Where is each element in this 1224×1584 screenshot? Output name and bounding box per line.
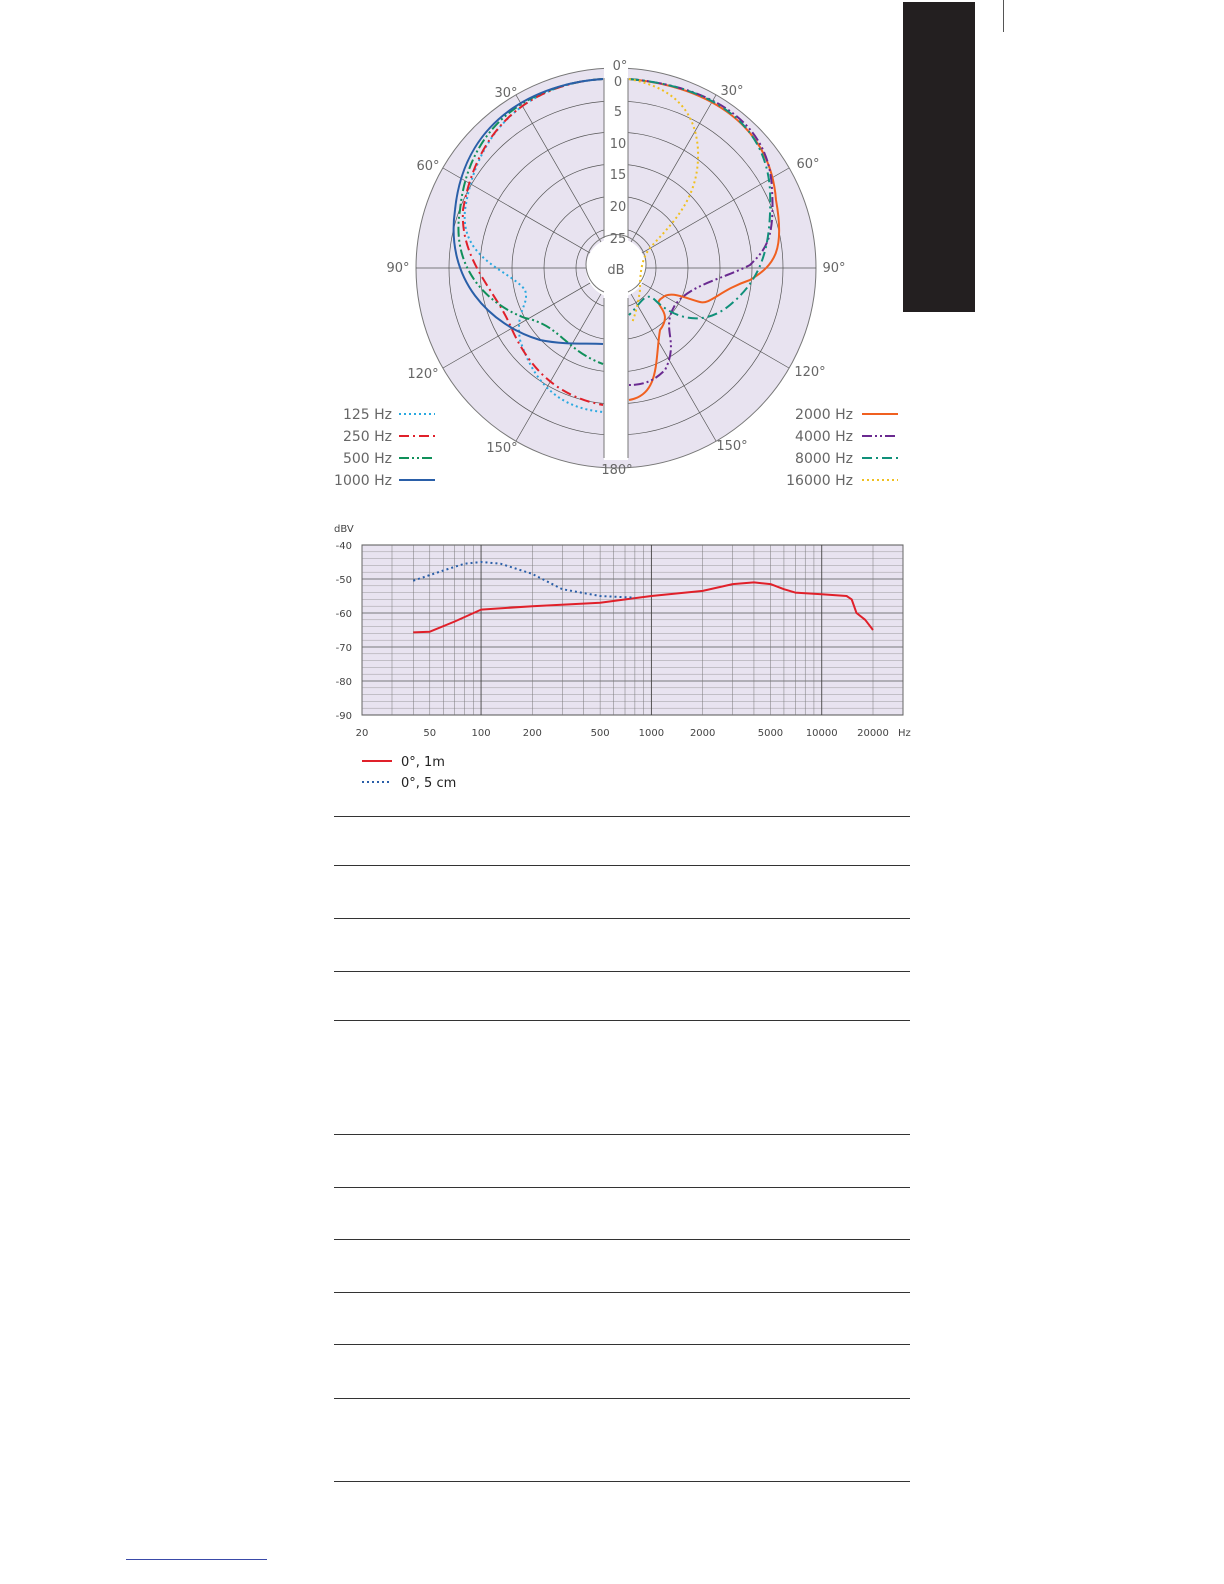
db-tick: 20: [609, 200, 627, 215]
section-rule: [334, 1239, 910, 1240]
legend-label-4000hz: 4000 Hz: [795, 429, 853, 445]
db-unit-label: dB: [607, 263, 625, 278]
frequency-response-chart: [300, 515, 920, 800]
angle-label-150-left: 150°: [486, 441, 518, 456]
angle-label-60-right: 60°: [796, 157, 820, 172]
x-tick-label: 5000: [757, 728, 784, 739]
legend-label-125hz: 125 Hz: [342, 407, 392, 423]
db-tick: 10: [609, 137, 627, 152]
legend-label-0: 0°, 1m: [401, 755, 445, 770]
y-axis-label: dBV: [334, 524, 354, 535]
legend-label-1: 0°, 5 cm: [401, 776, 457, 791]
angle-label-60-left: 60°: [416, 159, 440, 174]
y-tick-label: -50: [335, 575, 352, 586]
legend-label-250hz: 250 Hz: [342, 429, 392, 445]
section-rule: [334, 1344, 910, 1345]
angle-label-90-right: 90°: [822, 261, 846, 276]
legend-label-2000hz: 2000 Hz: [795, 407, 853, 423]
x-tick-label: 100: [471, 728, 491, 739]
legend-label-16000hz: 16000 Hz: [786, 473, 853, 489]
db-tick: 5: [613, 105, 623, 120]
x-tick-label: 2000: [689, 728, 716, 739]
y-tick-label: -80: [335, 677, 352, 688]
db-tick: 25: [609, 232, 627, 247]
section-rule: [334, 1398, 910, 1399]
y-tick-label: -90: [335, 711, 352, 722]
x-tick-label: 1000: [638, 728, 665, 739]
section-rule: [334, 1020, 910, 1021]
x-tick-label: 20: [355, 728, 369, 739]
y-tick-label: -60: [335, 609, 352, 620]
section-rule: [334, 918, 910, 919]
x-tick-label: 50: [423, 728, 437, 739]
legend-label-1000hz: 1000 Hz: [334, 473, 392, 489]
section-rule: [334, 971, 910, 972]
angle-label-120-left: 120°: [407, 367, 439, 382]
section-rule: [334, 1134, 910, 1135]
y-tick-label: -40: [335, 541, 352, 552]
page-margin-line: [1003, 0, 1004, 32]
polar-pattern-chart: [300, 40, 940, 500]
x-axis-unit: Hz: [898, 728, 911, 739]
section-rule: [334, 1187, 910, 1188]
section-rule: [334, 1292, 910, 1293]
angle-label-120-right: 120°: [794, 365, 826, 380]
x-tick-label: 500: [590, 728, 610, 739]
footnote-rule: [126, 1559, 267, 1560]
y-tick-label: -70: [335, 643, 352, 654]
legend-label-8000hz: 8000 Hz: [795, 451, 853, 467]
angle-label-90-left: 90°: [386, 261, 410, 276]
db-tick: 0: [613, 75, 623, 90]
db-tick: 15: [609, 168, 627, 183]
section-rule: [334, 865, 910, 866]
legend-label-500hz: 500 Hz: [342, 451, 392, 467]
angle-label-30-right: 30°: [720, 84, 744, 99]
angle-label-150-right: 150°: [716, 439, 748, 454]
angle-label-0: 0°: [612, 59, 628, 74]
angle-label-30-left: 30°: [494, 86, 518, 101]
x-tick-label: 200: [522, 728, 542, 739]
x-tick-label: 20000: [857, 728, 889, 739]
x-tick-label: 10000: [805, 728, 838, 739]
section-rule: [334, 1481, 910, 1482]
angle-label-180: 180°: [601, 463, 633, 478]
section-rule: [334, 816, 910, 817]
